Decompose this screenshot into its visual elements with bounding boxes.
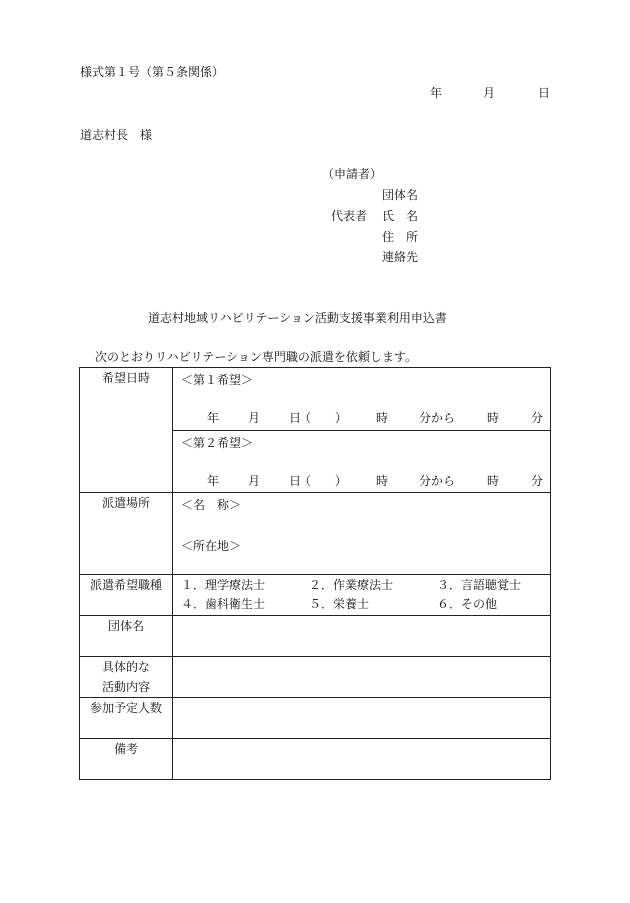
job-option-6[interactable]: ６．その他 (437, 597, 498, 611)
addressee: 道志村長 様 (80, 128, 153, 142)
dispatch-place-cell[interactable] (173, 493, 551, 575)
first-preference-cell[interactable]: ＜第１希望＞ 年 月 日 （ ） 時 分から 時 分 (173, 368, 551, 431)
remarks-cell[interactable] (173, 739, 551, 780)
label-participants: 参加予定人数 (80, 698, 173, 739)
job-option-4[interactable]: ４．歯科衛生士 (181, 597, 266, 611)
applicant-representative-prefix: 代表者 (331, 209, 368, 223)
second-preference-label: ＜第２希望＞ (181, 436, 254, 450)
applicant-label: （申請者） (322, 167, 383, 181)
label-group-name: 団体名 (80, 616, 173, 657)
label-desired-datetime: 希望日時 (80, 368, 173, 493)
second-preference-cell[interactable]: ＜第２希望＞ 年 月 日 （ ） 時 分から 時 分 (173, 431, 551, 493)
job-option-3[interactable]: ３．言語聴覚士 (437, 578, 522, 592)
application-table (79, 367, 551, 780)
applicant-contact: 連絡先 (382, 250, 419, 264)
applicant-address: 住 所 (382, 230, 419, 244)
job-option-5[interactable]: ５．栄養士 (309, 597, 370, 611)
job-type-cell[interactable] (173, 575, 551, 616)
job-option-2[interactable]: ２．作業療法士 (309, 578, 394, 592)
applicant-group-name: 団体名 (382, 188, 419, 202)
activity-content-cell[interactable] (173, 657, 551, 698)
label-remarks: 備考 (80, 739, 173, 780)
date-year-label: 年 (430, 86, 443, 100)
participants-cell[interactable] (173, 698, 551, 739)
label-job-type: 派遣希望職種 (80, 575, 173, 616)
date-day-label: 日 (538, 86, 551, 100)
place-name-label: ＜名 称＞ (181, 498, 242, 512)
place-location-label: ＜所在地＞ (181, 539, 242, 553)
date-month-label: 月 (483, 86, 496, 100)
first-preference-label: ＜第１希望＞ (181, 373, 254, 387)
intro-text: 次のとおりリハビリテーション専門職の派遣を依頼します。 (95, 350, 417, 364)
form-number: 様式第１号（第５条関係） (80, 65, 225, 79)
job-option-1[interactable]: １．理学療法士 (181, 578, 266, 592)
group-name-cell[interactable] (173, 616, 551, 657)
applicant-name: 氏 名 (382, 209, 419, 223)
label-dispatch-place: 派遣場所 (80, 493, 173, 575)
document-title: 道志村地域リハビリテーション活動支援事業利用申込書 (148, 311, 447, 325)
label-activity-content: 具体的な 活動内容 (80, 657, 173, 698)
